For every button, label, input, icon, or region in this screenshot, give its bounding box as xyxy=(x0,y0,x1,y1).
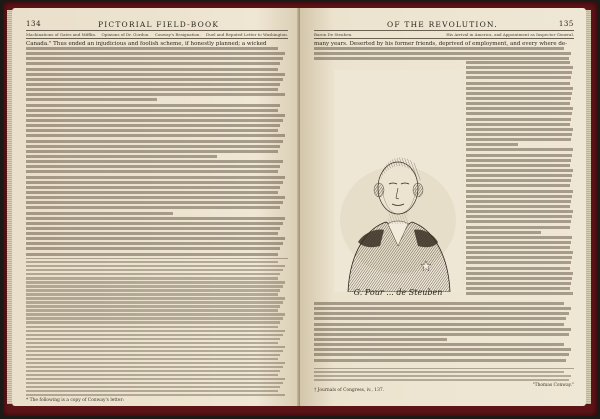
right-footnote-rule xyxy=(314,368,574,369)
text-line xyxy=(466,174,572,177)
text-line xyxy=(26,104,280,107)
right-body-top xyxy=(314,41,574,62)
text-line xyxy=(26,350,283,352)
text-line xyxy=(26,285,283,287)
text-line xyxy=(26,305,280,307)
text-line xyxy=(26,98,157,101)
right-subhead: Baron De Steuben. xyxy=(314,32,353,37)
right-body-bottom xyxy=(314,302,574,364)
text-line xyxy=(26,191,278,194)
text-line xyxy=(466,169,573,172)
text-line xyxy=(26,242,283,245)
left-first-line: Canada." Thus ended an injudicious and foolish scheme, if honestly planned; a wicked xyxy=(26,41,267,47)
text-line xyxy=(26,83,280,86)
text-line xyxy=(466,220,571,223)
text-line xyxy=(26,124,280,127)
text-line xyxy=(26,334,283,336)
text-line xyxy=(466,133,572,136)
text-line xyxy=(26,119,283,122)
text-line xyxy=(314,359,566,362)
portrait-signature: G. Pour ... de Steuben xyxy=(353,288,443,297)
text-line xyxy=(26,155,217,158)
text-line xyxy=(26,165,280,168)
left-subhead: Duel and Reputed Letter to Washington. xyxy=(206,32,288,37)
left-page-number: 134 xyxy=(26,20,42,28)
text-line xyxy=(26,297,285,299)
right-subheads xyxy=(314,32,574,37)
text-line xyxy=(466,277,572,280)
text-line xyxy=(466,107,573,110)
text-line xyxy=(466,267,570,270)
left-running-head xyxy=(26,19,288,29)
text-line xyxy=(466,92,572,95)
text-line xyxy=(26,273,280,275)
text-line xyxy=(466,97,571,100)
text-line xyxy=(26,227,280,230)
text-line xyxy=(26,222,283,225)
left-page xyxy=(12,8,300,406)
text-line xyxy=(466,231,541,234)
right-text-lines-lower xyxy=(314,302,574,362)
text-line xyxy=(466,246,570,249)
text-line xyxy=(314,333,569,336)
text-line xyxy=(314,307,571,310)
text-line xyxy=(26,386,280,388)
text-line xyxy=(26,313,285,315)
text-line xyxy=(466,71,572,74)
right-running-head xyxy=(314,19,574,29)
text-line xyxy=(26,68,278,71)
text-line xyxy=(26,114,285,117)
text-line xyxy=(466,138,571,141)
right-header-rule xyxy=(314,30,574,31)
text-line xyxy=(26,394,285,396)
text-line xyxy=(26,129,278,132)
text-line xyxy=(26,265,285,267)
text-line xyxy=(26,382,283,384)
text-line xyxy=(466,251,573,254)
right-subhead-rule xyxy=(314,38,574,39)
left-footnotes xyxy=(26,261,288,403)
text-line xyxy=(26,338,280,340)
text-line xyxy=(26,134,285,137)
text-line xyxy=(466,236,572,239)
right-page-number: 135 xyxy=(558,20,574,28)
text-line xyxy=(26,186,280,189)
text-line xyxy=(26,330,285,332)
text-line xyxy=(466,184,570,187)
text-line xyxy=(26,78,283,81)
text-line xyxy=(466,256,572,259)
text-line xyxy=(26,170,278,173)
text-line xyxy=(314,328,571,331)
text-line xyxy=(26,390,278,392)
right-running-title: OF THE REVOLUTION. xyxy=(387,19,498,29)
text-line xyxy=(466,195,572,198)
text-line xyxy=(26,217,285,220)
text-line xyxy=(26,277,278,279)
text-line xyxy=(26,93,285,96)
text-line xyxy=(466,143,518,146)
text-line xyxy=(466,123,570,126)
text-line xyxy=(26,140,283,143)
text-line xyxy=(466,148,573,151)
text-line xyxy=(314,57,569,60)
text-line xyxy=(466,82,570,85)
text-line xyxy=(466,282,571,285)
text-line xyxy=(26,317,283,319)
text-line xyxy=(26,321,280,323)
text-line xyxy=(26,342,278,344)
text-line xyxy=(26,362,285,364)
text-line xyxy=(26,62,280,65)
text-line xyxy=(26,181,283,184)
text-line xyxy=(26,176,285,179)
text-line xyxy=(26,150,278,153)
text-line xyxy=(466,61,570,64)
text-line xyxy=(26,232,278,235)
text-line xyxy=(466,292,573,295)
text-line xyxy=(314,353,569,356)
text-line xyxy=(26,293,278,295)
text-line xyxy=(466,66,573,69)
text-line xyxy=(466,190,573,193)
text-line xyxy=(466,205,570,208)
text-line xyxy=(26,253,278,256)
text-line xyxy=(466,226,570,229)
text-line xyxy=(26,52,285,55)
left-running-title: PICTORIAL FIELD-BOOK xyxy=(98,19,220,29)
left-subhead: Machinations of Gates and Mifflin. xyxy=(26,32,97,37)
text-line xyxy=(26,57,283,60)
text-line xyxy=(26,374,278,376)
text-line xyxy=(26,201,283,204)
text-line xyxy=(26,160,283,163)
text-line xyxy=(466,76,571,79)
left-subhead: Opinions of Dr. Gordon. xyxy=(101,32,150,37)
text-line xyxy=(26,269,283,271)
right-first-line: many years. Deserted by his former friends, deprived of employment, and every where de- xyxy=(314,41,567,47)
text-line xyxy=(466,154,572,157)
text-line xyxy=(466,87,573,90)
text-line xyxy=(26,261,278,263)
left-subhead: Conway's Resignation. xyxy=(154,32,201,37)
steuben-portrait xyxy=(334,70,462,292)
right-page xyxy=(300,8,586,406)
text-line xyxy=(26,109,278,112)
text-line xyxy=(26,366,283,368)
left-text-lines xyxy=(26,47,288,256)
right-wrap-column xyxy=(466,61,574,297)
text-line xyxy=(314,312,569,315)
text-line xyxy=(26,247,280,250)
left-subheads xyxy=(26,32,288,37)
text-line xyxy=(466,164,570,167)
text-line xyxy=(466,215,572,218)
left-subhead-rule xyxy=(26,38,288,39)
right-wrap-lines xyxy=(466,61,574,295)
text-line xyxy=(314,375,571,377)
text-line xyxy=(26,301,283,303)
left-footnote-rule xyxy=(26,258,288,259)
text-line xyxy=(26,206,280,209)
left-header-rule xyxy=(26,30,288,31)
text-line xyxy=(26,212,173,215)
right-footnote-lines xyxy=(314,371,574,381)
text-line xyxy=(314,343,564,346)
text-line xyxy=(26,196,285,199)
text-line xyxy=(466,102,570,105)
text-line xyxy=(466,287,570,290)
text-line xyxy=(26,370,280,372)
text-line xyxy=(26,145,280,148)
text-line xyxy=(26,346,285,348)
text-line xyxy=(466,128,573,131)
text-line xyxy=(26,326,278,328)
portrait-engraving-icon xyxy=(334,70,462,292)
text-line xyxy=(26,309,278,311)
left-footnote-lines xyxy=(26,261,288,396)
text-line xyxy=(26,73,285,76)
text-line xyxy=(466,112,572,115)
text-line xyxy=(314,338,447,341)
text-line xyxy=(466,210,573,213)
text-line xyxy=(26,47,278,50)
text-line xyxy=(314,52,571,55)
text-line xyxy=(314,317,566,320)
text-line xyxy=(26,358,278,360)
text-line xyxy=(314,302,564,305)
text-line xyxy=(314,379,569,381)
text-line xyxy=(466,200,571,203)
text-line xyxy=(466,179,571,182)
right-footnote-quote: "Thomas Conway." xyxy=(532,383,574,389)
text-line xyxy=(26,354,280,356)
right-footnotes xyxy=(314,371,574,393)
text-line xyxy=(314,371,564,373)
right-text-lines xyxy=(314,47,574,60)
right-subhead: His Arrival in America, and Appointment as Inspector General. xyxy=(446,32,574,37)
text-line xyxy=(26,237,285,240)
text-line xyxy=(466,272,573,275)
text-line xyxy=(314,348,571,351)
text-line xyxy=(26,289,280,291)
text-line xyxy=(466,241,571,244)
text-line xyxy=(466,118,571,121)
right-footnote-note: † Journals of Congress, iv., 137. xyxy=(314,388,385,394)
text-line xyxy=(466,159,571,162)
text-line xyxy=(314,47,564,50)
text-line xyxy=(26,378,285,380)
left-body-text xyxy=(26,41,288,258)
page-edges-right xyxy=(586,10,591,404)
text-line xyxy=(314,323,564,326)
left-footnote-last: * The following is a copy of Conway's letter: xyxy=(26,398,125,404)
text-line xyxy=(26,281,285,283)
text-line xyxy=(26,88,278,91)
text-line xyxy=(466,261,571,264)
